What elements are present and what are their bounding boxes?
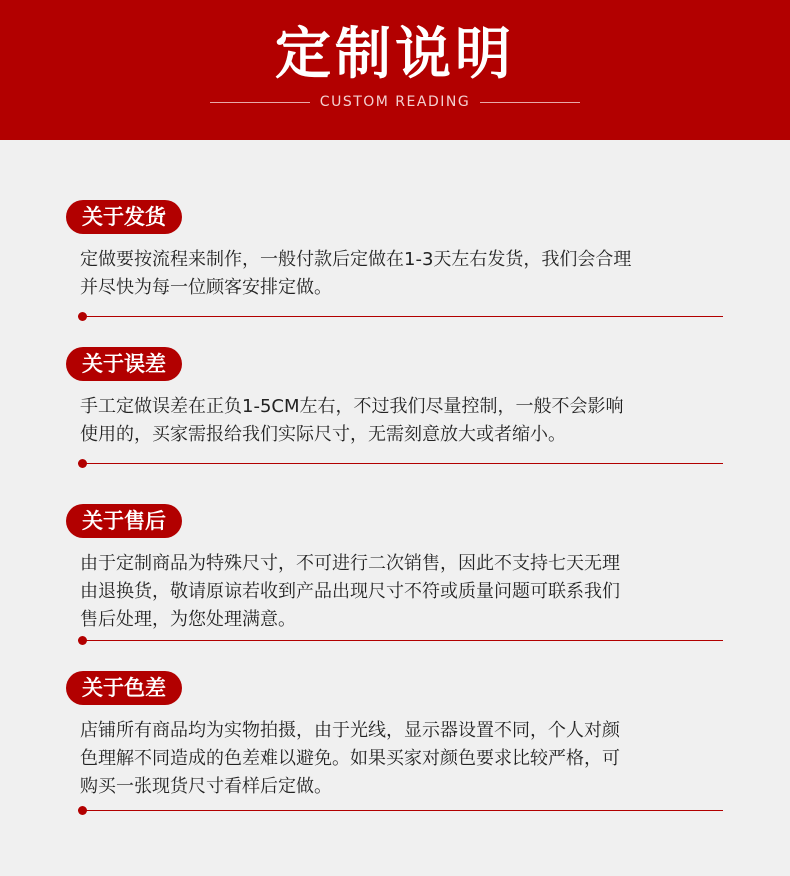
- section-line: 定做要按流程来制作，一般付款后定做在1-3天左右发货，我们会合理: [80, 249, 632, 270]
- page-subtitle-row: [0, 94, 790, 110]
- section-line: 色理解不同造成的色差难以避免。如果买家对颜色要求比较严格，可: [80, 748, 620, 769]
- section-heading: 关于发货: [66, 200, 182, 234]
- section-body: [80, 393, 730, 449]
- section-line: 购买一张现货尺寸看样后定做。: [80, 776, 332, 797]
- subtitle-rule-right: [480, 102, 580, 103]
- page-subtitle: CUSTOM READING: [319, 94, 471, 110]
- divider-dot: [78, 636, 87, 645]
- section-divider: [78, 316, 723, 317]
- header-banner: [0, 0, 790, 140]
- section-line: 售后处理，为您处理满意。: [80, 609, 296, 630]
- section-heading: 关于误差: [66, 347, 182, 381]
- section-line: 由退换货，敬请原谅若收到产品出现尺寸不符或质量问题可联系我们: [80, 581, 620, 602]
- section-line: 使用的，买家需报给我们实际尺寸，无需刻意放大或者缩小。: [80, 424, 566, 445]
- section-heading: 关于色差: [66, 671, 182, 705]
- section-line: 并尽快为每一位顾客安排定做。: [80, 277, 332, 298]
- page-title: 定制说明: [275, 22, 515, 87]
- section-line: 店铺所有商品均为实物拍摄，由于光线，显示器设置不同，个人对颜: [80, 720, 620, 741]
- section-body: [80, 246, 730, 302]
- section-line: 由于定制商品为特殊尺寸，不可进行二次销售，因此不支持七天无理: [80, 553, 620, 574]
- divider-dot: [78, 312, 87, 321]
- divider-dot: [78, 459, 87, 468]
- section-divider: [78, 463, 723, 464]
- section-heading: 关于售后: [66, 504, 182, 538]
- section-divider: [78, 810, 723, 811]
- section-divider: [78, 640, 723, 641]
- divider-dot: [78, 806, 87, 815]
- section-line: 手工定做误差在正负1-5CM左右，不过我们尽量控制，一般不会影响: [80, 396, 624, 417]
- section-body: [80, 550, 730, 634]
- subtitle-rule-left: [210, 102, 310, 103]
- section-body: [80, 717, 730, 801]
